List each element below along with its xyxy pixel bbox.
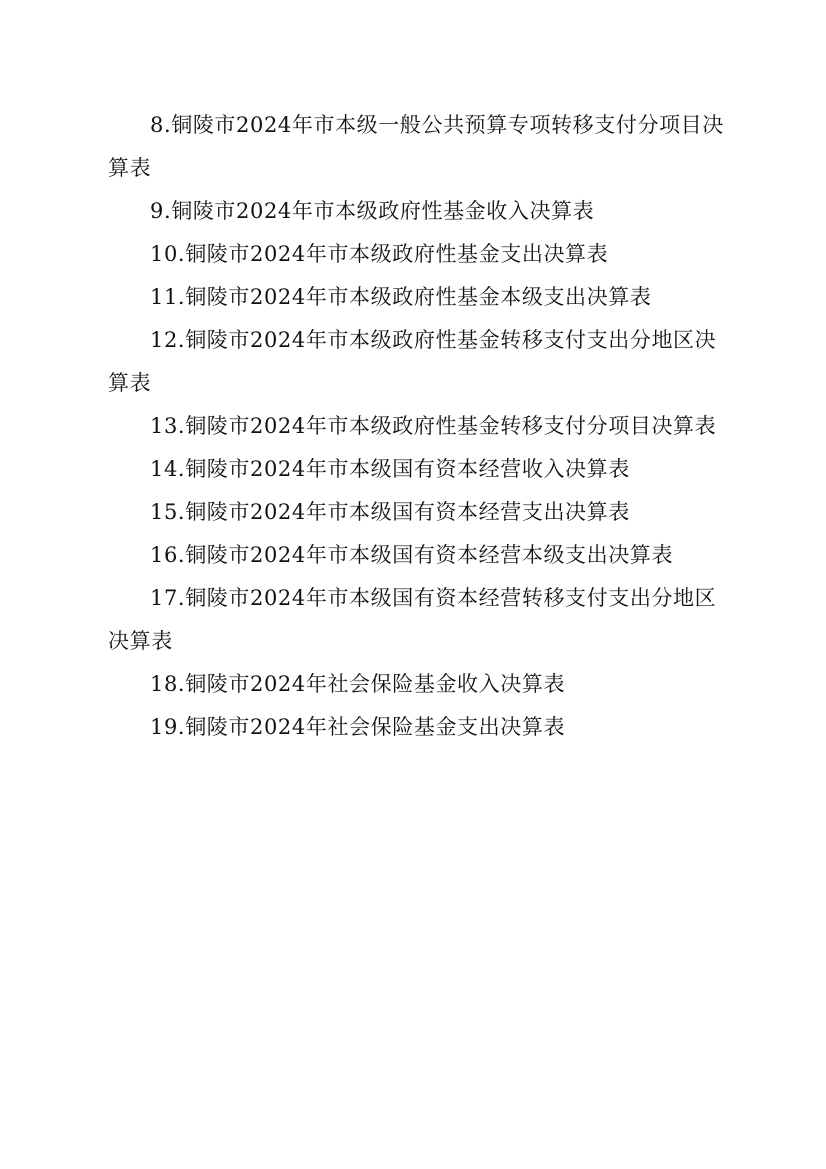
list-item: 13.铜陵市2024年市本级政府性基金转移支付分项目决算表 (150, 414, 717, 438)
list-item: 16.铜陵市2024年市本级国有资本经营本级支出决算表 (150, 543, 674, 567)
list-item: 8.铜陵市2024年市本级一般公共预算专项转移支付分项目决算表 (108, 113, 724, 180)
report-table-list (108, 104, 728, 749)
list-item: 12.铜陵市2024年市本级政府性基金转移支付支出分地区决算表 (108, 328, 717, 395)
list-item: 18.铜陵市2024年社会保险基金收入决算表 (150, 672, 566, 696)
list-item: 14.铜陵市2024年市本级国有资本经营收入决算表 (150, 457, 630, 481)
list-item: 19.铜陵市2024年社会保险基金支出决算表 (150, 715, 566, 739)
list-item: 9.铜陵市2024年市本级政府性基金收入决算表 (150, 199, 595, 223)
list-item: 17.铜陵市2024年市本级国有资本经营转移支付支出分地区决算表 (108, 586, 717, 653)
list-item: 10.铜陵市2024年市本级政府性基金支出决算表 (150, 242, 609, 266)
list-item: 15.铜陵市2024年市本级国有资本经营支出决算表 (150, 500, 630, 524)
list-item: 11.铜陵市2024年市本级政府性基金本级支出决算表 (150, 285, 652, 309)
